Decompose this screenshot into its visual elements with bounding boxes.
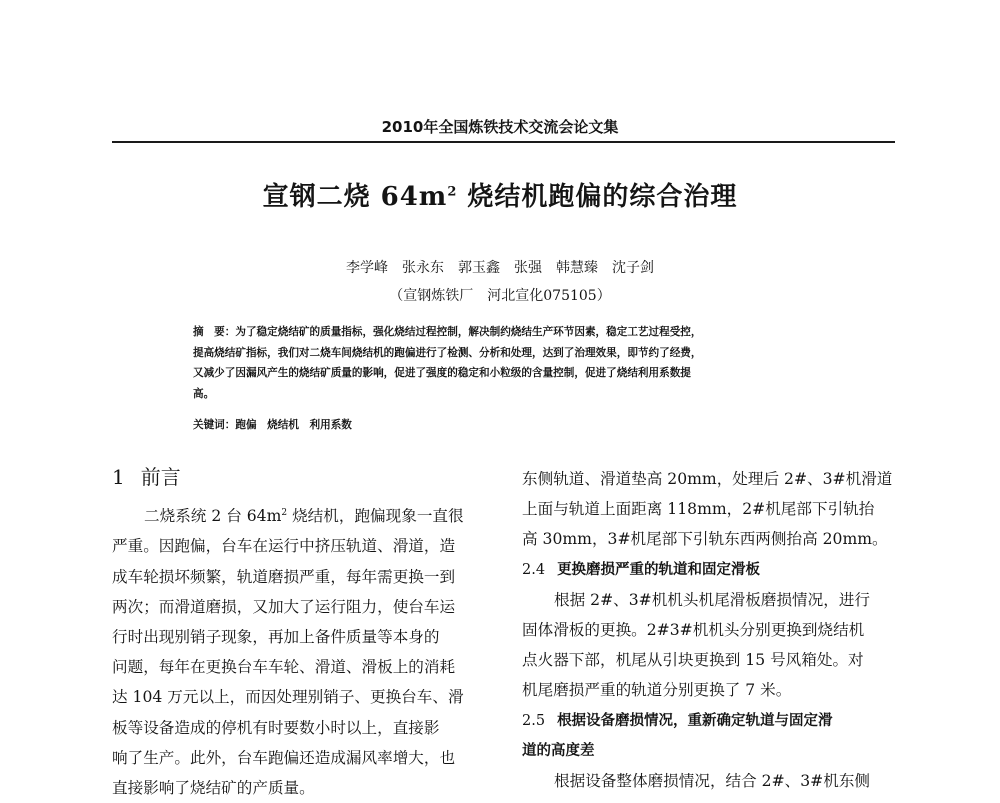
body-line: 两次；而滑道磨损，又加大了运行阻力，使台车运: [112, 597, 456, 616]
title-post: 烧结机跑偏的综合治理: [457, 182, 738, 212]
body-line: 行时出现别销子现象，再加上备件质量等本身的: [112, 628, 440, 646]
body-line: 达 104 万元以上，而因处理别销子、更换台车、滑: [112, 688, 464, 707]
body-line: 上面与轨道上面距离 118mm，2#机尾部下引轨抬: [522, 500, 875, 519]
body-line: 东侧轨道、滑道垫高 20mm，处理后 2#、3#机滑道: [522, 470, 893, 488]
left-column: [112, 462, 490, 798]
subsection-number: 2.5: [522, 712, 546, 729]
abstract-line: 提高烧结矿指标，我们对二烧车间烧结机的跑偏进行了检测、分析和处理，达到了治理效果，即节约了经费，: [193, 346, 702, 359]
body-line: 响了生产。此外，台车跑偏还造成漏风率增大，也: [112, 748, 456, 767]
keywords-label: 关键词：: [193, 419, 236, 431]
abstract-line: 高。: [193, 387, 215, 400]
abstract: [193, 322, 825, 404]
body-line-cut: 直接影响了烧结矿的产质量。: [112, 779, 315, 798]
title-superscript: 2: [447, 184, 458, 200]
subsection-2-4-heading: [522, 555, 898, 585]
abstract-label: 摘 要：: [193, 326, 236, 338]
body-line: 严重。因跑偏，台车在运行中挤压轨道、滑道，造: [112, 537, 456, 556]
section-number: 1: [112, 465, 125, 489]
subsection-2-5-heading-cont: 道的高度差: [522, 742, 595, 759]
author-list: 李学峰 张永东 郭玉鑫 张强 韩慧臻 沈子剑: [346, 260, 654, 276]
proceedings-header: 2010年全国炼铁技术交流会论文集: [381, 118, 619, 136]
body-line: 问题，每年在更换台车车轮、滑道、滑板上的消耗: [112, 658, 456, 677]
body-line: 板等设备造成的停机有时要数小时以上，直接影: [112, 718, 440, 737]
keywords-text: 跑偏 烧结机 利用系数: [235, 419, 352, 431]
subsection-number: 2.4: [522, 561, 546, 578]
body-line: 高 30mm，3#机尾部下引轨东西两侧抬高 20mm。: [522, 530, 888, 549]
abstract-line: 摘 要：为了稳定烧结矿的质量指标，强化烧结过程控制，解决制约烧结生产环节因素，稳定工艺过程受控，: [193, 326, 702, 338]
body-line: 二烧系统 2 台 $64m^2$ 烧结机，跑偏现象一直很: [144, 507, 464, 526]
body-line: 机尾磨损严重的轨道分别更换了 7 米。: [522, 681, 792, 700]
abstract-line: 又减少了因漏风产生的烧结矿质量的影响，促进了强度的稳定和小粒级的含量控制，促进了烧结利用系数提: [193, 367, 691, 379]
section-1-heading: [112, 462, 490, 492]
body-line: 成车轮损坏频繁，轨道磨损严重，每年需更换一到: [112, 567, 456, 586]
right-column: [522, 464, 898, 796]
subsection-title: 更换磨损严重的轨道和固定滑板: [557, 561, 761, 578]
affiliation: （宣钢炼铁厂 河北宣化075105）: [389, 288, 611, 304]
paper-title: [0, 176, 1000, 213]
body-line: 点火器下部，机尾从引块更换到 15 号风箱处。对: [522, 651, 864, 670]
title-pre: 宣钢二烧 64m: [262, 182, 448, 212]
header-rule: [112, 141, 895, 143]
body-line: 根据设备整体磨损情况，结合 2#、3#机东侧: [554, 772, 871, 791]
subsection-title: 根据设备磨损情况，重新确定轨道与固定滑: [557, 712, 833, 729]
body-line: 固体滑板的更换。2#3#机机头分别更换到烧结机: [522, 621, 865, 640]
body-line: 根据 2#、3#机机头机尾滑板磨损情况，进行: [554, 590, 871, 609]
section-title: 前言: [140, 465, 181, 489]
keywords: [193, 417, 352, 432]
subsection-2-5-heading: [522, 706, 898, 736]
